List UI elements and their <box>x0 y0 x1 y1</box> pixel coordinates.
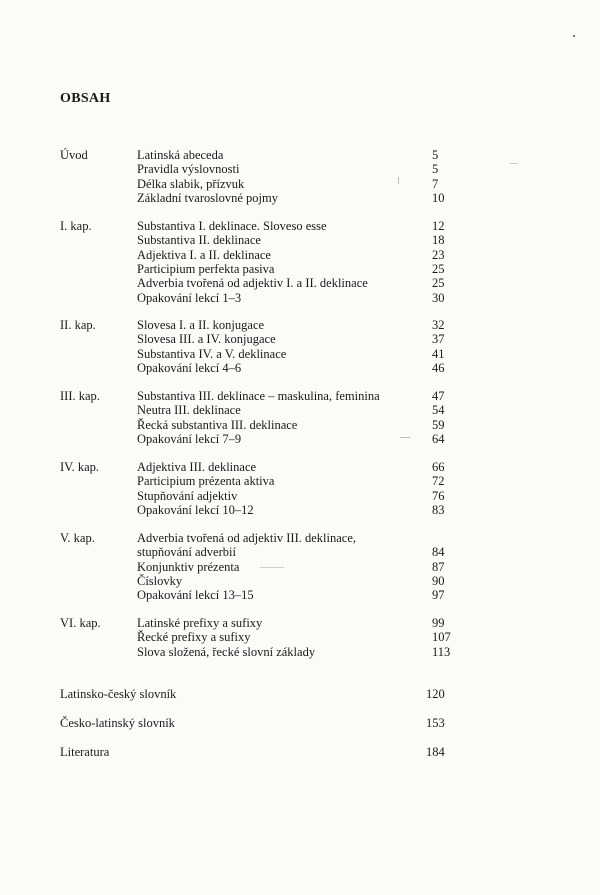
entry-page: 153 <box>426 716 445 730</box>
toc-entry <box>0 560 600 574</box>
toc-entry <box>0 545 600 559</box>
entry-page: 107 <box>432 630 451 645</box>
entry-title: Participium prézenta aktiva <box>137 474 275 489</box>
entry-title: Opakování lekcí 10–12 <box>137 502 254 517</box>
entry-page: 87 <box>432 559 445 574</box>
entry-page: 84 <box>432 545 445 560</box>
toc-entry <box>0 418 600 432</box>
section-label: III. kap. <box>60 389 100 403</box>
toc-entry <box>0 347 600 361</box>
scan-speck <box>400 437 410 438</box>
entry-page: 12 <box>432 219 445 233</box>
toc-entry <box>0 503 600 517</box>
entry-title: Řecká substantiva III. deklinace <box>137 417 298 432</box>
entry-page: 120 <box>426 687 445 701</box>
entry-title: Opakování lekcí 1–3 <box>137 290 242 305</box>
entry-page: 66 <box>432 460 445 474</box>
entry-title: Délka slabik, přízvuk <box>137 176 245 191</box>
toc-entry-dictionary-cs-la <box>0 715 600 731</box>
entry-page: 47 <box>432 389 445 403</box>
entry-title: Adjektiva III. deklinace <box>137 460 257 474</box>
entry-title: stupňování adverbií <box>137 545 236 560</box>
entry-page: 64 <box>432 431 445 446</box>
entry-title: Opakování lekcí 13–15 <box>137 588 254 603</box>
entry-page: 32 <box>432 318 445 332</box>
toc-entry <box>0 574 600 588</box>
entry-title: Substantiva II. deklinace <box>137 233 261 248</box>
toc-entry-dictionary-la-cs <box>0 686 600 702</box>
toc-entry <box>0 432 600 446</box>
entry-title: Řecké prefixy a sufixy <box>137 630 251 645</box>
entry-page: 54 <box>432 403 445 418</box>
entry-title: Opakování lekcí 4–6 <box>137 360 242 375</box>
toc-entry <box>0 460 600 474</box>
toc-entry <box>0 318 600 332</box>
entry-title: Slova složená, řecké slovní základy <box>137 644 316 659</box>
entry-title: Stupňování adjektiv <box>137 488 238 503</box>
toc-entry <box>0 219 600 233</box>
entry-title: Číslovky <box>137 573 183 588</box>
entry-page: 41 <box>432 346 445 361</box>
entry-title: Česko-latinský slovník <box>60 716 175 730</box>
entry-page: 7 <box>432 176 439 191</box>
entry-title: Pravidla výslovnosti <box>137 162 240 177</box>
entry-page: 99 <box>432 616 445 630</box>
entry-title: Latinsko-český slovník <box>60 687 177 701</box>
entry-page: 5 <box>432 148 439 162</box>
entry-page: 37 <box>432 332 445 347</box>
toc-entry <box>0 177 600 191</box>
entry-title: Adverbia tvořená od adjektiv III. deklinace, <box>137 531 357 545</box>
toc-entry <box>0 531 600 545</box>
toc-entry <box>0 248 600 262</box>
entry-page: 90 <box>432 573 445 588</box>
entry-page: 72 <box>432 474 445 489</box>
section-label: II. kap. <box>60 318 96 332</box>
section-label: V. kap. <box>60 531 95 545</box>
scan-speck <box>260 567 284 568</box>
scan-speck <box>398 177 399 184</box>
entry-title: Substantiva I. deklinace. Sloveso esse <box>137 219 327 233</box>
section-label: I. kap. <box>60 219 92 233</box>
toc-entry <box>0 489 600 503</box>
entry-title: Literatura <box>60 745 110 759</box>
entry-title: Substantiva IV. a V. deklinace <box>137 346 287 361</box>
section-label: Úvod <box>60 148 88 162</box>
entry-page: 184 <box>426 745 445 759</box>
toc-entry <box>0 291 600 305</box>
entry-page: 10 <box>432 190 445 205</box>
entry-page: 25 <box>432 261 445 276</box>
entry-title: Adverbia tvořená od adjektiv I. a II. deklinace <box>137 276 368 291</box>
entry-title: Konjunktiv prézenta <box>137 559 240 574</box>
section-label: IV. kap. <box>60 460 100 474</box>
entry-page: 76 <box>432 488 445 503</box>
toc-entry <box>0 332 600 346</box>
entry-page: 59 <box>432 417 445 432</box>
entry-page: 23 <box>432 247 445 262</box>
entry-title: Adjektiva I. a II. deklinace <box>137 247 271 262</box>
entry-page: 113 <box>432 644 451 659</box>
entry-title: Latinské prefixy a sufixy <box>137 616 263 630</box>
toc-entry <box>0 616 600 630</box>
entry-page: 5 <box>432 162 439 177</box>
page-title: OBSAH <box>60 91 111 106</box>
entry-title: Opakování lekcí 7–9 <box>137 431 242 446</box>
entry-page: 18 <box>432 233 445 248</box>
toc-entry <box>0 389 600 403</box>
toc-entry <box>0 233 600 247</box>
entry-title: Latinská abeceda <box>137 148 224 162</box>
toc-entry <box>0 474 600 488</box>
entry-page: 83 <box>432 502 445 517</box>
entry-title: Slovesa III. a IV. konjugace <box>137 332 276 347</box>
entry-title: Participium perfekta pasiva <box>137 261 275 276</box>
entry-page: 25 <box>432 276 445 291</box>
toc-entry <box>0 403 600 417</box>
section-label: VI. kap. <box>60 616 101 630</box>
toc-entry-literature <box>0 744 600 760</box>
toc-entry <box>0 191 600 205</box>
toc-entry <box>0 645 600 659</box>
toc-entry <box>0 148 600 162</box>
entry-page: 30 <box>432 290 445 305</box>
toc-entry <box>0 361 600 375</box>
scan-speck <box>510 163 518 164</box>
toc-entry <box>0 262 600 276</box>
entry-title: Slovesa I. a II. konjugace <box>137 318 265 332</box>
toc-entry <box>0 162 600 176</box>
toc-entry <box>0 588 600 602</box>
entry-title: Substantiva III. deklinace – maskulina, feminina <box>137 389 380 403</box>
entry-page: 97 <box>432 588 445 603</box>
entry-page: 46 <box>432 360 445 375</box>
entry-title: Neutra III. deklinace <box>137 403 241 418</box>
toc-entry <box>0 630 600 644</box>
entry-title: Základní tvaroslovné pojmy <box>137 190 278 205</box>
toc-entry <box>0 276 600 290</box>
scan-speck <box>573 35 575 37</box>
